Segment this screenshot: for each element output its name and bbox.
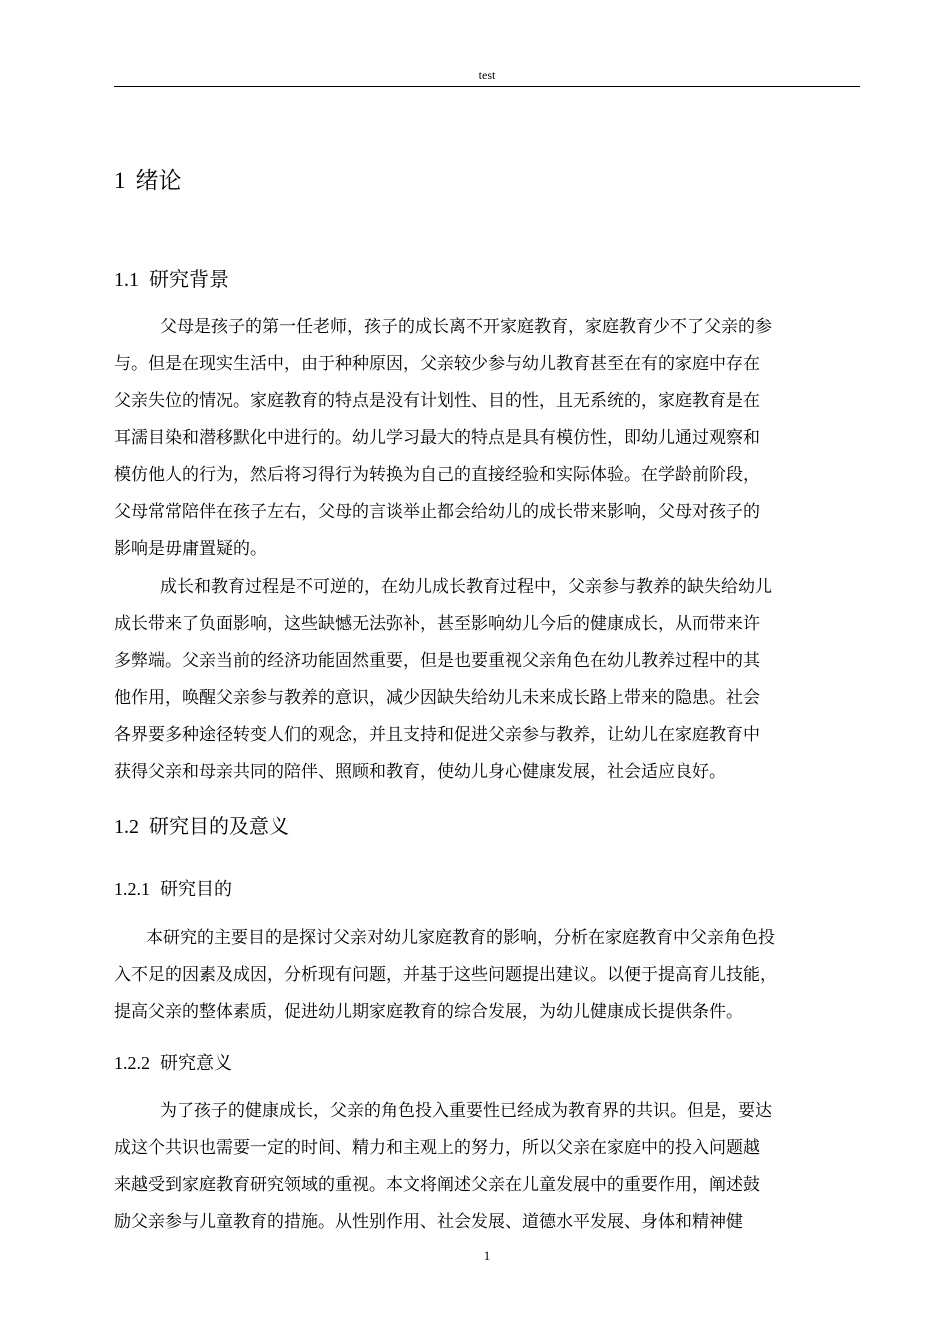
text-line: 父母常常陪伴在孩子左右，父母的言谈举止都会给幼儿的成长带来影响，父母对孩子的 [114, 502, 760, 522]
text-line: 成长和教育过程是不可逆的，在幼儿成长教育过程中，父亲参与教养的缺失给幼儿 [160, 577, 772, 597]
paragraph-purpose [114, 920, 874, 1031]
section-title: 研究背景 [149, 267, 229, 291]
subsection-number: 1.2.2 [114, 1053, 150, 1073]
text-line: 获得父亲和母亲共同的陪伴、照顾和教育，使幼儿身心健康发展，社会适应良好。 [114, 762, 726, 782]
paragraph-background-1 [114, 309, 874, 568]
chapter-heading [114, 162, 182, 195]
section-heading-1-2 [114, 810, 289, 839]
text-line: 来越受到家庭教育研究领域的重视。本文将阐述父亲在儿童发展中的重要作用，阐述鼓 [114, 1175, 760, 1195]
text-line: 耳濡目染和潜移默化中进行的。幼儿学习最大的特点是具有模仿性，即幼儿通过观察和 [114, 428, 760, 448]
subsection-number: 1.2.1 [114, 879, 150, 899]
header-rule [114, 86, 860, 87]
text-line: 父母是孩子的第一任老师，孩子的成长离不开家庭教育，家庭教育少不了父亲的参 [160, 317, 772, 337]
text-line: 模仿他人的行为，然后将习得行为转换为自己的直接经验和实际体验。在学龄前阶段， [114, 465, 760, 485]
text-line: 多弊端。父亲当前的经济功能固然重要，但是也要重视父亲角色在幼儿教养过程中的其 [114, 651, 760, 671]
chapter-number: 1 [114, 168, 126, 193]
subsection-title: 研究意义 [160, 1053, 232, 1074]
subsection-title: 研究目的 [160, 879, 232, 900]
section-number: 1.2 [114, 816, 139, 838]
subsection-heading-1-2-2 [114, 1049, 232, 1075]
section-number: 1.1 [114, 269, 139, 291]
text-line: 本研究的主要目的是探讨父亲对幼儿家庭教育的影响，分析在家庭教育中父亲角色投 [146, 928, 775, 948]
section-title: 研究目的及意义 [149, 814, 289, 838]
text-line: 为了孩子的健康成长，父亲的角色投入重要性已经成为教育界的共识。但是，要达 [160, 1101, 772, 1121]
page-header: test [478, 68, 496, 82]
paragraph-significance [114, 1093, 874, 1241]
text-line: 入不足的因素及成因，分析现有问题，并基于这些问题提出建议。以便于提高育儿技能， [114, 965, 777, 985]
text-line: 他作用，唤醒父亲参与教养的意识，减少因缺失给幼儿未来成长路上带来的隐患。社会 [114, 688, 760, 708]
text-line: 提高父亲的整体素质，促进幼儿期家庭教育的综合发展，为幼儿健康成长提供条件。 [114, 1002, 743, 1022]
page-number: 1 [483, 1248, 491, 1263]
text-line: 影响是毋庸置疑的。 [114, 539, 267, 559]
text-line: 成这个共识也需要一定的时间、精力和主观上的努力，所以父亲在家庭中的投入问题越 [114, 1138, 760, 1158]
text-line: 与。但是在现实生活中，由于种种原因，父亲较少参与幼儿教育甚至在有的家庭中存在 [114, 354, 760, 374]
text-line: 励父亲参与儿童教育的措施。从性别作用、社会发展、道德水平发展、身体和精神健 [114, 1212, 743, 1232]
chapter-title: 绪论 [135, 168, 182, 194]
subsection-heading-1-2-1 [114, 875, 232, 901]
paragraph-background-2 [114, 569, 874, 791]
text-line: 各界要多种途径转变人们的观念，并且支持和促进父亲参与教养，让幼儿在家庭教育中 [114, 725, 760, 745]
section-heading-1-1 [114, 263, 229, 292]
text-line: 成长带来了负面影响，这些缺憾无法弥补，甚至影响幼儿今后的健康成长，从而带来许 [114, 614, 760, 634]
text-line: 父亲失位的情况。家庭教育的特点是没有计划性、目的性，且无系统的，家庭教育是在 [114, 391, 760, 411]
